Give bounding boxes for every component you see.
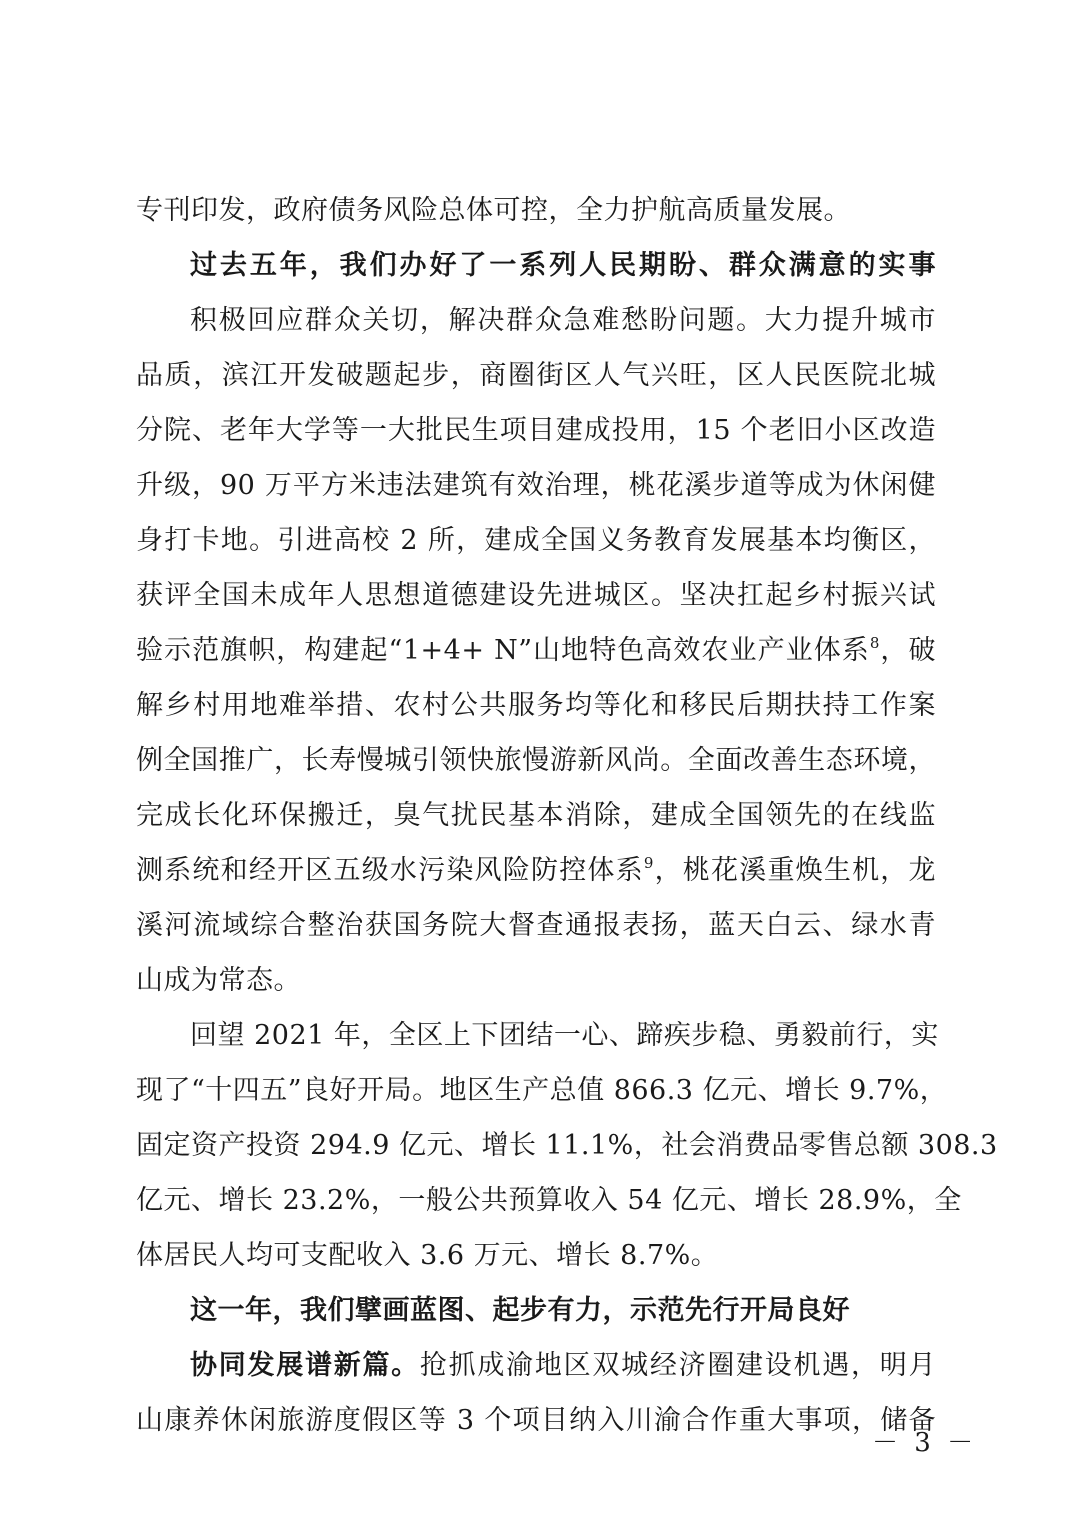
- text-line: 体居民人均可支配收入 3.6 万元、增长 8.7%。: [136, 1240, 719, 1271]
- text-line: 专刊印发，政府债务风险总体可控，全力护航高质量发展。: [136, 195, 851, 226]
- text-line: 山康养休闲旅游度假区等 3 个项目纳入川渝合作重大事项，储备: [136, 1405, 936, 1436]
- text-line: 山成为常态。: [136, 965, 301, 996]
- text-line: 亿元、增长 23.2%，一般公共预算收入 54 亿元、增长 28.9%，全: [136, 1185, 962, 1216]
- text-line: 溪河流域综合整治获国务院大督查通报表扬，蓝天白云、绿水青: [136, 910, 936, 941]
- text-line-with-lead: [136, 1338, 936, 1393]
- text-line: 例全国推广，长寿慢城引领快旅慢游新风尚。全面改善生态环境，: [136, 745, 936, 776]
- text-line: 固定资产投资 294.9 亿元、增长 11.1%，社会消费品零售总额 308.3: [136, 1130, 998, 1161]
- paragraph-lead: 协同发展谱新篇。: [190, 1350, 420, 1381]
- line-text: 测系统和经开区五级水污染风险防控体系: [136, 855, 644, 886]
- footnote-marker[interactable]: 9: [643, 854, 654, 872]
- line-text: 验示范旗帜，构建起“1+4+ N”山地特色高效农业产业体系: [136, 635, 870, 666]
- text-line: 现了“十四五”良好开局。地区生产总值 866.3 亿元、增长 9.7%，: [136, 1075, 948, 1106]
- text-line: 分院、老年大学等一大批民生项目建成投用，15 个老旧小区改造: [136, 415, 936, 446]
- line-text-tail: ，桃花溪重焕生机，龙: [653, 855, 937, 886]
- text-line: 完成长化环保搬迁，臭气扰民基本消除，建成全国领先的在线监: [136, 800, 936, 831]
- text-line-with-footnote: [136, 843, 936, 898]
- section-heading: 这一年，我们擘画蓝图、起步有力，示范先行开局良好: [190, 1295, 850, 1326]
- text-line: 品质，滨江开发破题起步，商圈街区人气兴旺，区人民医院北城: [136, 360, 936, 391]
- line-text-tail: ，破: [879, 635, 936, 666]
- text-line: 回望 2021 年，全区上下团结一心、蹄疾步稳、勇毅前行，实: [190, 1020, 939, 1051]
- line-text-tail: 抢抓成渝地区双城经济圈建设机遇，明月: [419, 1350, 937, 1381]
- section-heading: 过去五年，我们办好了一系列人民期盼、群众满意的实事: [190, 250, 936, 281]
- page-number: － 3 －: [872, 1428, 978, 1458]
- document-body: [136, 183, 998, 1448]
- text-line: 解乡村用地难举措、农村公共服务均等化和移民后期扶持工作案: [136, 690, 936, 721]
- text-line: 升级，90 万平方米违法建筑有效治理，桃花溪步道等成为休闲健: [136, 470, 936, 501]
- text-line: 获评全国未成年人思想道德建设先进城区。坚决扛起乡村振兴试: [136, 580, 936, 611]
- footnote-marker[interactable]: 8: [869, 634, 880, 652]
- text-line-with-footnote: [136, 623, 936, 678]
- text-line: 身打卡地。引进高校 2 所，建成全国义务教育发展基本均衡区，: [136, 525, 936, 556]
- text-line: 积极回应群众关切，解决群众急难愁盼问题。大力提升城市: [190, 305, 936, 336]
